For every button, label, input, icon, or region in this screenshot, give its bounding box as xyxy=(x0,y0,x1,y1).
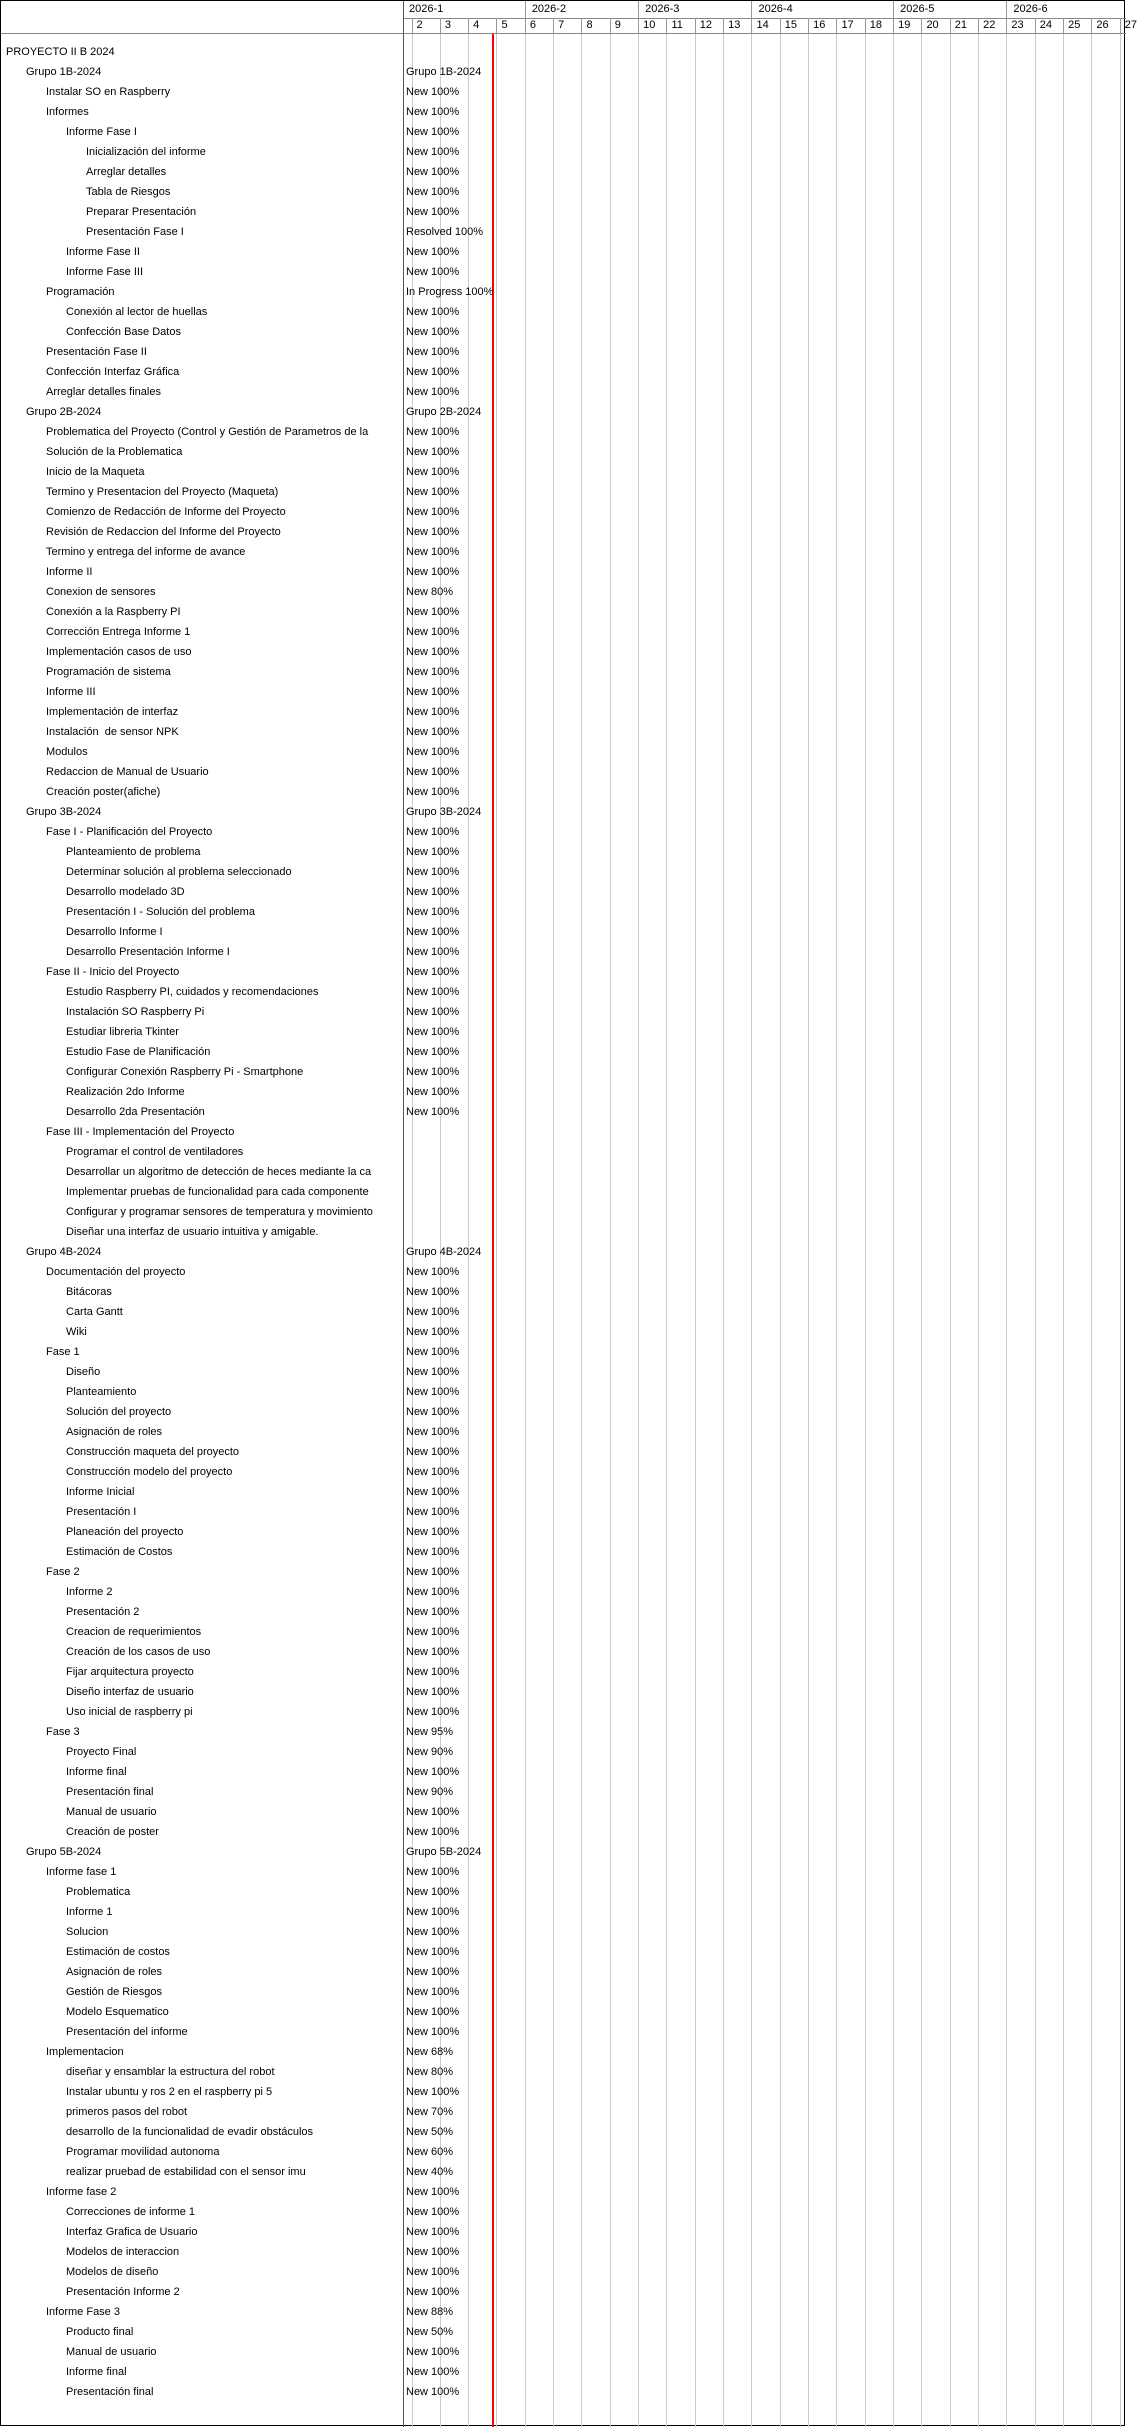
task-subject: Diseño xyxy=(66,1366,101,1378)
week-header-cell: 3 xyxy=(440,18,468,33)
task-status-label: New 100% xyxy=(406,1006,460,1018)
task-status-label: New 100% xyxy=(406,126,460,138)
task-status-label: New 100% xyxy=(406,1886,460,1898)
task-status-label: New 95% xyxy=(406,1726,454,1738)
task-status-label: New 100% xyxy=(406,2286,460,2298)
task-status-label: New 100% xyxy=(406,1606,460,1618)
task-status-label: New 100% xyxy=(406,2006,460,2018)
task-subject: Realización 2do Informe xyxy=(66,1086,185,1098)
task-status-label: New 100% xyxy=(406,646,460,658)
task-subject: Presentación final xyxy=(66,2386,154,2398)
task-status-label: New 100% xyxy=(406,1806,460,1818)
task-status-label: New 100% xyxy=(406,86,460,98)
week-header-cell: 7 xyxy=(553,18,581,33)
task-subject: Implementación casos de uso xyxy=(46,646,192,658)
task-subject: Solución del proyecto xyxy=(66,1406,172,1418)
task-status-label: New 100% xyxy=(406,1666,460,1678)
task-status-label: New 100% xyxy=(406,1646,460,1658)
grid-line xyxy=(893,34,894,2427)
grid-line xyxy=(808,34,809,2427)
task-subject: Implementar pruebas de funcionalidad para cada componente xyxy=(66,1186,369,1198)
week-header-cell: 20 xyxy=(921,18,949,33)
task-status-label: Grupo 5B-2024 xyxy=(406,1846,482,1858)
task-status-label: New 100% xyxy=(406,1946,460,1958)
task-status-label: New 100% xyxy=(406,686,460,698)
task-subject: Desarrollo modelado 3D xyxy=(66,886,185,898)
week-header-cell: 22 xyxy=(978,18,1006,33)
task-status-label: New 100% xyxy=(406,486,460,498)
task-subject: Diseñar una interfaz de usuario intuitiva y amigable. xyxy=(66,1226,319,1238)
grid-line xyxy=(638,34,639,2427)
week-header-cell: 21 xyxy=(950,18,978,33)
task-subject: Inicio de la Maqueta xyxy=(46,466,145,478)
month-header-cell: 2026-5 xyxy=(893,1,1006,18)
grid-line xyxy=(496,34,497,2427)
task-subject: Fase 2 xyxy=(46,1566,80,1578)
task-subject: Redaccion de Manual de Usuario xyxy=(46,766,209,778)
task-status-label: New 100% xyxy=(406,246,460,258)
task-subject: Informe III xyxy=(46,686,96,698)
week-header-cell: 19 xyxy=(893,18,921,33)
task-subject: Creación de poster xyxy=(66,1826,159,1838)
task-status-label: New 100% xyxy=(406,2346,460,2358)
task-subject: Construcción maqueta del proyecto xyxy=(66,1446,240,1458)
task-subject: Modelos de diseño xyxy=(66,2266,159,2278)
task-subject: Informe fase 1 xyxy=(46,1866,117,1878)
task-status-label: New 100% xyxy=(406,1286,460,1298)
task-status-label: New 80% xyxy=(406,2066,454,2078)
task-status-label: New 100% xyxy=(406,846,460,858)
grid-line xyxy=(836,34,837,2427)
task-status-label: New 100% xyxy=(406,1466,460,1478)
week-header-cell: 8 xyxy=(581,18,609,33)
task-status-label: New 100% xyxy=(406,1366,460,1378)
task-subject: Termino y entrega del informe de avance xyxy=(46,546,246,558)
task-subject: Presentación 2 xyxy=(66,1606,140,1618)
week-header-cell: 12 xyxy=(695,18,723,33)
task-status-label: Grupo 1B-2024 xyxy=(406,66,482,78)
grid-line xyxy=(468,34,469,2427)
task-subject: Grupo 1B-2024 xyxy=(26,66,102,78)
task-status-label: New 70% xyxy=(406,2106,454,2118)
task-subject: Conexión a la Raspberry PI xyxy=(46,606,181,618)
task-subject: Informe 2 xyxy=(66,1586,113,1598)
task-status-label: New 100% xyxy=(406,546,460,558)
task-status-label: New 100% xyxy=(406,1566,460,1578)
task-subject: Corrección Entrega Informe 1 xyxy=(46,626,191,638)
task-subject: Instalar ubuntu y ros 2 en el raspberry pi 5 xyxy=(66,2086,273,2098)
task-subject: Implementación de interfaz xyxy=(46,706,179,718)
week-header-cell: 5 xyxy=(496,18,524,33)
week-header-cell: 18 xyxy=(865,18,893,33)
task-status-label: New 100% xyxy=(406,1266,460,1278)
week-header-cell: 10 xyxy=(638,18,666,33)
task-status-label: New 50% xyxy=(406,2326,454,2338)
task-subject: Estudio Fase de Planificación xyxy=(66,1046,211,1058)
task-subject: Conexión al lector de huellas xyxy=(66,306,208,318)
task-subject: Presentación Fase I xyxy=(86,226,184,238)
task-status-label: New 100% xyxy=(406,766,460,778)
task-subject: Comienzo de Redacción de Informe del Proyecto xyxy=(46,506,286,518)
task-status-label: New 100% xyxy=(406,946,460,958)
task-subject: Estimación de Costos xyxy=(66,1546,173,1558)
task-status-label: New 100% xyxy=(406,606,460,618)
task-subject: Configurar y programar sensores de temperatura y movimiento xyxy=(66,1206,373,1218)
task-subject: Arreglar detalles xyxy=(86,166,167,178)
task-status-label: New 100% xyxy=(406,1506,460,1518)
month-header-cell: 2026-4 xyxy=(751,1,893,18)
task-subject: Fase II - Inicio del Proyecto xyxy=(46,966,180,978)
task-subject: primeros pasos del robot xyxy=(66,2106,188,2118)
task-status-label: New 100% xyxy=(406,966,460,978)
task-status-label: New 100% xyxy=(406,1986,460,1998)
task-subject: Informe Fase II xyxy=(66,246,140,258)
task-status-label: New 100% xyxy=(406,1326,460,1338)
grid-line xyxy=(581,34,582,2427)
grid-line xyxy=(1091,34,1092,2427)
grid-line xyxy=(1120,34,1121,2427)
task-status-label: New 100% xyxy=(406,2206,460,2218)
task-status-label: New 100% xyxy=(406,1766,460,1778)
task-subject: Problematica xyxy=(66,1886,131,1898)
task-subject: Arreglar detalles finales xyxy=(46,386,161,398)
week-header-cell: 17 xyxy=(836,18,864,33)
task-subject: Carta Gantt xyxy=(66,1306,123,1318)
task-status-label: New 100% xyxy=(406,1086,460,1098)
grid-line xyxy=(1006,34,1007,2427)
task-status-label: New 100% xyxy=(406,726,460,738)
task-status-label: New 100% xyxy=(406,1046,460,1058)
task-status-label: New 100% xyxy=(406,506,460,518)
task-subject: Creación poster(afiche) xyxy=(46,786,161,798)
task-subject: PROYECTO II B 2024 xyxy=(6,46,115,58)
task-subject: Informe fase 2 xyxy=(46,2186,117,2198)
task-subject: realizar pruebad de estabilidad con el sensor imu xyxy=(66,2166,306,2178)
task-status-label: New 100% xyxy=(406,2386,460,2398)
task-status-label: New 100% xyxy=(406,526,460,538)
month-header-cell: 2026-3 xyxy=(638,1,751,18)
task-status-label: New 100% xyxy=(406,826,460,838)
task-status-label: New 100% xyxy=(406,2186,460,2198)
task-subject: Informe final xyxy=(66,1766,127,1778)
task-status-label: New 100% xyxy=(406,1106,460,1118)
task-subject: Estimación de costos xyxy=(66,1946,170,1958)
week-header-cell: 9 xyxy=(610,18,638,33)
task-status-label: New 60% xyxy=(406,2146,454,2158)
task-subject: Asignación de roles xyxy=(66,1426,163,1438)
grid-line xyxy=(780,34,781,2427)
task-subject: Informe II xyxy=(46,566,93,578)
task-status-label: New 100% xyxy=(406,326,460,338)
task-subject: Construcción modelo del proyecto xyxy=(66,1466,233,1478)
task-subject: Creación de los casos de uso xyxy=(66,1646,211,1658)
task-status-label: New 100% xyxy=(406,626,460,638)
task-status-label: New 100% xyxy=(406,866,460,878)
task-status-label: New 100% xyxy=(406,366,460,378)
task-status-label: New 100% xyxy=(406,2366,460,2378)
task-status-label: New 100% xyxy=(406,1386,460,1398)
task-subject: Desarrollo Informe I xyxy=(66,926,163,938)
task-status-label: New 100% xyxy=(406,426,460,438)
grid-line xyxy=(751,34,752,2427)
grid-line xyxy=(865,34,866,2427)
week-header-cell: 13 xyxy=(723,18,751,33)
task-subject: desarrollo de la funcionalidad de evadir obstáculos xyxy=(66,2126,314,2138)
task-subject: Fase 3 xyxy=(46,1726,80,1738)
task-subject: Determinar solución al problema seleccionado xyxy=(66,866,292,878)
task-subject: Bitácoras xyxy=(66,1286,112,1298)
task-subject: Proyecto Final xyxy=(66,1746,137,1758)
task-subject: Presentación I xyxy=(66,1506,137,1518)
task-subject: Desarrollo Presentación Informe I xyxy=(66,946,230,958)
task-status-label: New 100% xyxy=(406,466,460,478)
task-status-label: New 100% xyxy=(406,1526,460,1538)
month-header-cell: 2026-2 xyxy=(525,1,638,18)
task-status-label: New 100% xyxy=(406,786,460,798)
task-status-label: New 100% xyxy=(406,1446,460,1458)
task-subject: Tabla de Riesgos xyxy=(86,186,171,198)
week-header-cell: 16 xyxy=(808,18,836,33)
month-header-cell: 2026-1 xyxy=(409,3,444,15)
week-header-cell: 25 xyxy=(1063,18,1091,33)
task-status-label: New 100% xyxy=(406,2266,460,2278)
week-header-cell: 26 xyxy=(1091,18,1119,33)
task-status-label: New 100% xyxy=(406,1346,460,1358)
task-status-label: New 100% xyxy=(406,346,460,358)
task-subject: Revisión de Redaccion del Informe del Proyecto xyxy=(46,526,281,538)
task-status-label: New 100% xyxy=(406,666,460,678)
task-status-label: New 100% xyxy=(406,926,460,938)
task-subject: Wiki xyxy=(66,1326,87,1338)
grid-line xyxy=(950,34,951,2427)
task-subject: Asignación de roles xyxy=(66,1966,163,1978)
task-status-label: New 100% xyxy=(406,906,460,918)
grid-line xyxy=(412,34,413,2427)
task-status-label: New 100% xyxy=(406,1066,460,1078)
task-subject: Presentación Fase II xyxy=(46,346,147,358)
task-status-label: New 88% xyxy=(406,2306,454,2318)
task-status-label: New 90% xyxy=(406,1786,454,1798)
task-status-label: New 100% xyxy=(406,166,460,178)
task-subject: Desarrollo 2da Presentación xyxy=(66,1106,205,1118)
week-header-cell: 23 xyxy=(1006,18,1034,33)
task-subject: Desarrollar un algoritmo de detección de heces mediante la ca xyxy=(66,1166,372,1178)
task-status-label: New 100% xyxy=(406,1406,460,1418)
task-subject: Grupo 5B-2024 xyxy=(26,1846,102,1858)
task-status-label: New 100% xyxy=(406,886,460,898)
task-subject: Producto final xyxy=(66,2326,134,2338)
grid-line xyxy=(553,34,554,2427)
subjects-chart-divider-line xyxy=(403,1,404,2427)
week-header-cell: 14 xyxy=(751,18,779,33)
task-subject: Planteamiento xyxy=(66,1386,137,1398)
task-subject: Planteamiento de problema xyxy=(66,846,201,858)
task-status-label: New 100% xyxy=(406,446,460,458)
task-subject: Informe Fase I xyxy=(66,126,137,138)
task-subject: Informe final xyxy=(66,2366,127,2378)
task-status-label: New 100% xyxy=(406,1706,460,1718)
task-status-label: New 100% xyxy=(406,1686,460,1698)
task-subject: Correcciones de informe 1 xyxy=(66,2206,196,2218)
task-subject: Programar movilidad autonoma xyxy=(66,2146,220,2158)
task-subject: Termino y Presentacion del Proyecto (Maqueta) xyxy=(46,486,279,498)
task-status-label: New 100% xyxy=(406,1546,460,1558)
today-marker-line xyxy=(492,34,494,2427)
task-status-label: Grupo 4B-2024 xyxy=(406,1246,482,1258)
task-status-label: New 100% xyxy=(406,106,460,118)
week-header-cell: 4 xyxy=(468,18,496,33)
task-subject: Gestión de Riesgos xyxy=(66,1986,162,1998)
task-status-label: In Progress 100% xyxy=(406,286,494,298)
task-subject: Configurar Conexión Raspberry Pi - Smartphone xyxy=(66,1066,304,1078)
task-subject: Programación de sistema xyxy=(46,666,171,678)
task-subject: Confección Base Datos xyxy=(66,326,181,338)
task-subject: Estudio Raspberry PI, cuidados y recomendaciones xyxy=(66,986,319,998)
task-status-label: Grupo 3B-2024 xyxy=(406,806,482,818)
task-status-label: New 80% xyxy=(406,586,454,598)
task-status-label: New 100% xyxy=(406,1586,460,1598)
task-status-label: New 100% xyxy=(406,266,460,278)
task-status-label: New 100% xyxy=(406,1826,460,1838)
task-subject: Confección Interfaz Gráfica xyxy=(46,366,180,378)
task-subject: Interfaz Grafica de Usuario xyxy=(66,2226,198,2238)
grid-line xyxy=(440,34,441,2427)
task-status-label: New 50% xyxy=(406,2126,454,2138)
task-status-label: New 100% xyxy=(406,306,460,318)
task-subject: Preparar Presentación xyxy=(86,206,197,218)
task-subject: diseñar y ensamblar la estructura del robot xyxy=(66,2066,275,2078)
grid-line xyxy=(610,34,611,2427)
task-status-label: New 100% xyxy=(406,1926,460,1938)
month-header-cell: 2026-6 xyxy=(1006,1,1148,18)
week-header-cell: 11 xyxy=(666,18,694,33)
task-subject: Implementacion xyxy=(46,2046,124,2058)
task-subject: Instalación de sensor NPK xyxy=(46,726,179,738)
task-subject: Modulos xyxy=(46,746,88,758)
task-subject: Uso inicial de raspberry pi xyxy=(66,1706,193,1718)
grid-line xyxy=(695,34,696,2427)
task-status-label: New 100% xyxy=(406,2086,460,2098)
week-header-cell: 27 xyxy=(1120,18,1148,33)
task-subject: Grupo 2B-2024 xyxy=(26,406,102,418)
task-subject: Modelos de interaccion xyxy=(66,2246,180,2258)
task-subject: Solucion xyxy=(66,1926,109,1938)
grid-line xyxy=(1035,34,1036,2427)
task-subject: Planeación del proyecto xyxy=(66,1526,184,1538)
grid-line xyxy=(723,34,724,2427)
task-status-label: New 100% xyxy=(406,986,460,998)
task-subject: Problematica del Proyecto (Control y Gestión de Parametros de la xyxy=(46,426,369,438)
task-subject: Diseño interfaz de usuario xyxy=(66,1686,194,1698)
task-status-label: New 100% xyxy=(406,2026,460,2038)
task-subject: Fase I - Planificación del Proyecto xyxy=(46,826,213,838)
week-header-cell: 6 xyxy=(525,18,553,33)
task-subject: Instalar SO en Raspberry xyxy=(46,86,171,98)
task-status-label: New 100% xyxy=(406,1866,460,1878)
grid-line xyxy=(1063,34,1064,2427)
task-status-label: Grupo 2B-2024 xyxy=(406,406,482,418)
task-status-label: New 100% xyxy=(406,1426,460,1438)
task-subject: Modelo Esquematico xyxy=(66,2006,169,2018)
week-header-cell: 24 xyxy=(1035,18,1063,33)
week-header-cell: 15 xyxy=(780,18,808,33)
task-subject: Manual de usuario xyxy=(66,1806,157,1818)
task-status-label: New 100% xyxy=(406,1026,460,1038)
task-status-label: New 100% xyxy=(406,386,460,398)
task-status-label: New 100% xyxy=(406,1306,460,1318)
task-status-label: New 68% xyxy=(406,2046,454,2058)
task-status-label: New 100% xyxy=(406,2226,460,2238)
task-status-label: New 100% xyxy=(406,566,460,578)
grid-line xyxy=(978,34,979,2427)
task-status-label: New 100% xyxy=(406,186,460,198)
task-subject: Informe Fase 3 xyxy=(46,2306,120,2318)
task-subject: Fijar arquitectura proyecto xyxy=(66,1666,194,1678)
task-status-label: Resolved 100% xyxy=(406,226,484,238)
task-subject: Manual de usuario xyxy=(66,2346,157,2358)
task-status-label: New 100% xyxy=(406,2246,460,2258)
task-subject: Fase III - Implementación del Proyecto xyxy=(46,1126,235,1138)
task-subject: Creacion de requerimientos xyxy=(66,1626,202,1638)
task-subject: Conexion de sensores xyxy=(46,586,156,598)
task-subject: Informes xyxy=(46,106,89,118)
task-subject: Presentación Informe 2 xyxy=(66,2286,180,2298)
task-subject: Documentación del proyecto xyxy=(46,1266,186,1278)
task-subjects-panel xyxy=(1,1,403,2427)
grid-line xyxy=(666,34,667,2427)
task-status-label: New 40% xyxy=(406,2166,454,2178)
task-subject: Estudiar libreria Tkinter xyxy=(66,1026,179,1038)
task-subject: Instalación SO Raspberry Pi xyxy=(66,1006,205,1018)
task-subject: Grupo 4B-2024 xyxy=(26,1246,102,1258)
grid-line xyxy=(525,34,526,2427)
task-subject: Programación xyxy=(46,286,115,298)
task-status-label: New 100% xyxy=(406,706,460,718)
task-subject: Informe Inicial xyxy=(66,1486,135,1498)
task-status-label: New 100% xyxy=(406,1906,460,1918)
task-subject: Presentación I - Solución del problema xyxy=(66,906,255,918)
task-subject: Programar el control de ventiladores xyxy=(66,1146,244,1158)
task-subject: Inicialización del informe xyxy=(86,146,206,158)
task-status-label: New 100% xyxy=(406,206,460,218)
task-status-label: New 90% xyxy=(406,1746,454,1758)
task-status-label: New 100% xyxy=(406,146,460,158)
task-status-label: New 100% xyxy=(406,1966,460,1978)
task-subject: Presentación final xyxy=(66,1786,154,1798)
task-subject: Solución de la Problematica xyxy=(46,446,183,458)
task-status-label: New 100% xyxy=(406,746,460,758)
task-status-label: New 100% xyxy=(406,1486,460,1498)
task-status-label: New 100% xyxy=(406,1626,460,1638)
week-header-cell: 2 xyxy=(412,18,440,33)
task-subject: Informe 1 xyxy=(66,1906,113,1918)
task-subject: Informe Fase III xyxy=(66,266,144,278)
task-subject: Grupo 3B-2024 xyxy=(26,806,102,818)
task-subject: Fase 1 xyxy=(46,1346,80,1358)
task-subject: Presentación del informe xyxy=(66,2026,188,2038)
grid-line xyxy=(921,34,922,2427)
